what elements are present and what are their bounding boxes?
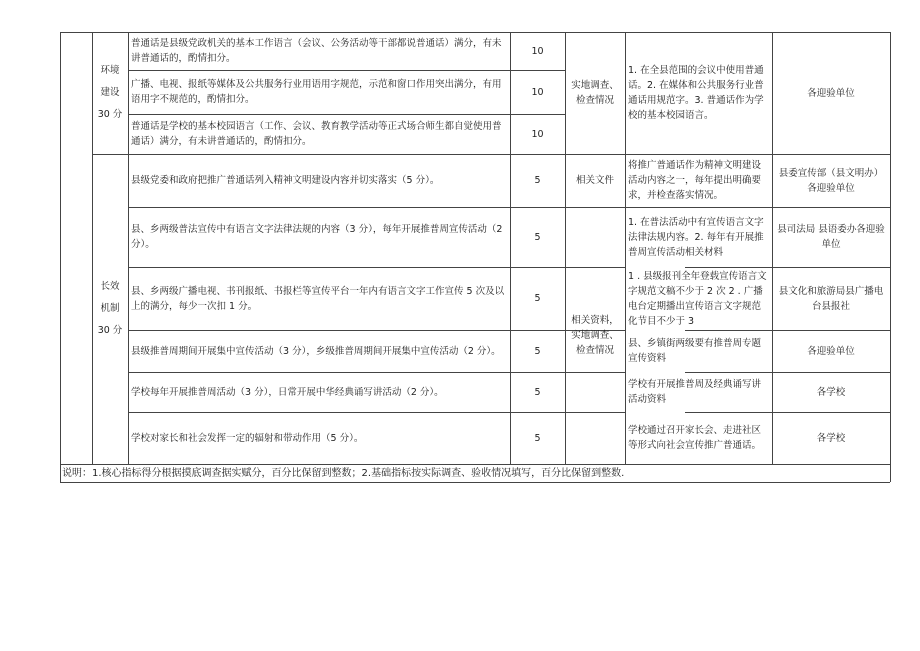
responsible-unit: 各迎验单位 xyxy=(807,87,855,99)
responsible-unit: 县委宣传部（县文明办）各迎验单位 xyxy=(778,167,884,194)
table-note: 说明：1.核心指标得分根据摸底调查据实赋分，百分比保留到整数；2.基础指标按实际调查、验收情况填写，百分比保留到整数. xyxy=(62,468,625,479)
indicator-content: 学校对家长和社会发挥一定的辐射和带动作用（5 分）。 xyxy=(131,432,364,444)
responsible-unit: 各学校 xyxy=(816,386,846,398)
indicator-score: 5 xyxy=(534,231,541,243)
table-note-border xyxy=(60,464,890,465)
section-title-line: 30 分 xyxy=(97,109,123,120)
assessment-method: 实地调查、检查情况 xyxy=(571,80,619,106)
table-left-border xyxy=(60,32,61,482)
indicator-content: 县级推普周期间开展集中宣传活动（3 分），乡级推普周期间开展集中宣传活动（2 分）。 xyxy=(131,345,501,357)
section-title-mechanism xyxy=(92,154,128,464)
indicator-score: 5 xyxy=(534,386,541,398)
indicator-score: 10 xyxy=(531,128,544,140)
indicator-content: 县、乡两级广播电视、书刊报纸、书报栏等宣传平台一年内有语言文字工作宣传 5 次及以上的满分，每少一次扣 1 分。 xyxy=(131,285,505,312)
indicator-content: 广播、电视、报纸等媒体及公共服务行业用语用字规范，示范和窗口作用突出满分，有用语用字不规范的，酌情扣分。 xyxy=(131,79,502,105)
indicator-content: 县级党委和政府把推广普通话列入精神文明建设内容并切实落实（5 分）。 xyxy=(131,175,440,186)
indicator-content: 普通话是学校的基本校园语言（工作、会议、教育教学活动等正式场合师生都自觉使用普通话）满分，有未讲普通话的，酌情扣分。 xyxy=(131,121,502,147)
indicator-score: 5 xyxy=(534,345,541,357)
indicator-score: 5 xyxy=(534,175,541,186)
indicator-score: 10 xyxy=(531,45,544,57)
table-right-border xyxy=(890,32,891,482)
indicator-content: 学校每年开展推普周活动（3 分），日常开展中华经典诵写讲活动（2 分）。 xyxy=(131,386,444,398)
responsible-unit: 各学校 xyxy=(816,432,846,444)
responsible-unit: 县文化和旅游局县广播电台县报社 xyxy=(778,285,884,312)
section-title-environment xyxy=(92,32,128,154)
indicator-score: 5 xyxy=(534,293,541,304)
indicator-content: 普通话是县级党政机关的基本工作语言（会议、公务活动等干部都说普通话）满分，有未讲普通话的，酌情扣分。 xyxy=(131,38,502,64)
assessment-standard: 学校通过召开家长会、走进社区等形式向社会宣传推广普通话。 xyxy=(628,425,762,451)
indicator-content: 县、乡两级普法宣传中有语言文字法律法规的内容（3 分），每年开展推普周宣传活动（2 分）。 xyxy=(131,224,503,250)
assessment-table xyxy=(60,32,890,482)
assessment-standard: 将推广普通话作为精神文明建设活动内容之一，每年提出明确要求，并检查落实情况。 xyxy=(628,160,762,201)
assessment-standard: 1. 在普法活动中有宣传语言文字法律法规内容。2. 每年有开展推普周宣传活动相关材料 xyxy=(628,216,764,258)
section-title-line: 建设 xyxy=(100,87,120,98)
table-bottom-border xyxy=(60,482,890,483)
section-title-line: 机制 xyxy=(100,303,120,314)
assessment-standard: 1. 在全县范围的会议中使用普通话。2. 在媒体和公共服务行业普通话用规范字。3. 普通话作为学校的基本校园语言。 xyxy=(628,65,764,121)
section-title-line: 环境 xyxy=(100,65,120,76)
responsible-unit: 各迎验单位 xyxy=(807,345,855,357)
assessment-standard: 县、乡镇街两级要有推普周专题宣传资料 xyxy=(628,338,762,364)
assessment-standard: 学校有开展推普周及经典诵写讲活动资料 xyxy=(628,379,762,405)
section-title-line: 30 分 xyxy=(97,325,123,336)
responsible-unit: 县司法局 县语委办各迎验单位 xyxy=(777,224,885,250)
assessment-method-shared: 相关资料，实地调查、检查情况 xyxy=(571,315,619,356)
assessment-standard: 1 . 县级报刊全年登载宣传语言文字规范文稿不少于 2 次 2 . 广播电台定期播出宣传语言文字规范化节目不少于 3 xyxy=(628,270,767,327)
indicator-score: 10 xyxy=(531,86,544,98)
indicator-score: 5 xyxy=(534,432,541,444)
assessment-method: 相关文件 xyxy=(575,175,614,186)
section-title-line: 长效 xyxy=(100,281,120,292)
